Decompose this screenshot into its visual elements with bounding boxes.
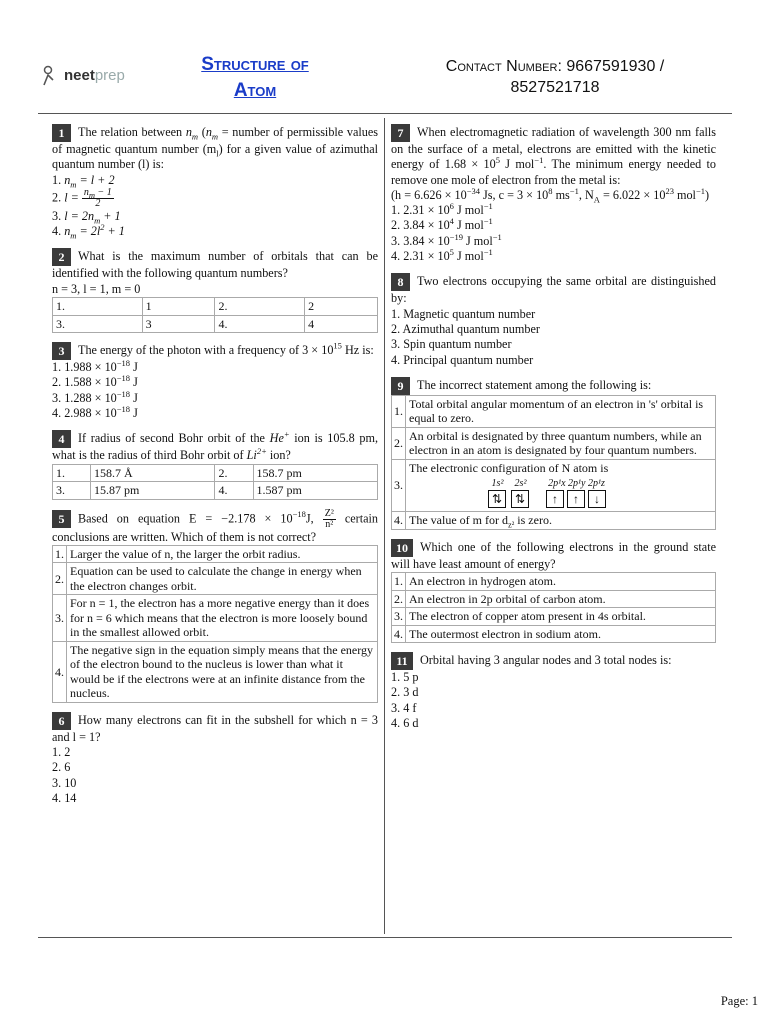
question-5: 5 Based on equation $E = -2.178 \times 10^{-18}J$, $\frac{\text{Z²}}{\text{n²}}$ certain conclusions are written. Which of them is not correct? 1. Larger the value of n, the larger the orbit radius. 2. Equation can be used to calculate the change in energy when the electron changes orbit. 3. For n = 1, the electron has a more negative energy than it does for n = 6 which means that the electron is more loosely bound in the smallest allowed orbit. 4. The negative sign in the equation simply means that the energy of the electron bound to the nucleus is lower than what it would be if the electrons were at an infinite distance from the nucleus. — [52, 509, 378, 703]
contact-number: Contact Number: 9667591930 / 8527521718 — [445, 58, 665, 96]
logo-figure-icon — [40, 64, 62, 86]
orbital-box: ↑ — [567, 490, 585, 508]
q10-options-table: 1. An electron in hydrogen atom. 2. An electron in 2p orbital of carbon atom. 3. The electron of copper atom present in 4s orbital. 4. The outermost electron in sodium atom. — [391, 572, 716, 643]
question-8: 8 Two electrons occupying the same orbital are distinguished by: 1. Magnetic quantum number 2. Azimuthal quantum number 3. Spin quantum number 4. Principal quantum number — [391, 274, 716, 367]
header-divider — [38, 113, 732, 114]
question-11: 11 Orbital having 3 angular nodes and 3 total nodes is: 1. 5 p 2. 3 d 3. 4 f 4. 6 d — [391, 652, 672, 731]
question-7: 7 When electromagnetic radiation of wavelength 300 nm falls on the surface of a metal, electrons are emitted with the kinetic energy of $1.68 \times 10^5$ J mol$^{-1}$. The minimum energy needed to remove one mole of electron from the metal is: ($h = 6.626 \times 10^{-34}$ Js, $c = 3 \times 10^8$ $ms^{-1}$, $N_A = 6.022 \times 10^{23}$ mol$^{-1}$) 1. $2.31 \times 10^6$ J mol$^{-1}$ 2. $3.84 \times 10^4$ J mol$^{-1}$ 3. $3.84 \times 10^{-19}$ J mol$^{-1}$ 4. $2.31 \times 10^5$ J mol$^{-1}$ — [391, 124, 716, 264]
neetprep-logo — [40, 64, 125, 86]
question-9: 9 The incorrect statement among the following is: 1. Total orbital angular momentum of an electron in 's' orbital is equal to zero. 2. An orbital is designated by three quantum numbers, while an electron in an atom is designated by four quantum numbers. 3. The electronic configuration of N atom is 1s² ⇅ 2s² ⇅ 2p¹x 2p¹y 2p¹z ↑ ↑ ↓ 4. The value of m for $d_{z^2}$ is zero. — [391, 377, 716, 530]
orbital-diagram: 1s² ⇅ 2s² ⇅ 2p¹x 2p¹y 2p¹z ↑ ↑ ↓ — [489, 478, 712, 508]
orbital-box: ⇅ — [488, 490, 506, 508]
q4-options-table: 1. 158.7 Å 2. 158.7 pm 3. 15.87 pm 4. 1.587 pm — [52, 464, 378, 500]
column-divider — [384, 118, 385, 934]
question-1: 1 The relation between $n_m$ ($n_m$ = number of permissible values of magnetic quantum number $(m_l)$ for a given value of azimuthal quantum number (l) is: 1. $n_m = l + 2$ 2. l = $\frac{n_m - 1}{2}$ 3. $l = 2n_m + 1$ 4. $n_m = 2l^2 + 1$ — [52, 124, 379, 241]
logo-sub-text: prep — [94, 66, 125, 84]
right-column — [391, 124, 716, 740]
page-header — [0, 0, 768, 114]
question-4: 4 If radius of second Bohr orbit of the He+ ion is 105.8 pm, what is the radius of third Bohr orbit of $Li^{2+}$ ion? 1. 158.7 Å 2. 158.7 pm 3. 15.87 pm 4. 1.587 pm — [52, 430, 378, 499]
q5-options-table: 1. Larger the value of n, the larger the orbit radius. 2. Equation can be used to calculate the change in energy when the electron changes orbit. 3. For n = 1, the electron has a more negative energy than it does for n = 6 which means that the electron is more loosely bound in the smallest allowed orbit. 4. The negative sign in the equation simply means that the energy of the electron bound to the nucleus is lower than what it would be if the electrons were at an infinite distance from the nucleus. — [52, 545, 378, 703]
orbital-box: ↑ — [546, 490, 564, 508]
footer-divider — [38, 937, 732, 938]
question-10: 10 Which one of the following electrons in the ground state will have least amount of energy? 1. An electron in hydrogen atom. 2. An electron in 2p orbital of carbon atom. 3. The electron of copper atom present in 4s orbital. 4. The outermost electron in sodium atom. — [391, 539, 716, 643]
page-title: Structure of Atom — [201, 54, 309, 101]
question-3: 3 The energy of the photon with a frequency of $3 \times 10^{15}$ Hz is: 1. $1.988 \times 10^{-18}$ J 2. $1.588 \times 10^{-18}$ J 3. $1.288 \times 10^{-18}$ J 4. $2.988 \times 10^{-18}$ J — [52, 340, 374, 420]
q9-options-table: 1. Total orbital angular momentum of an electron in 's' orbital is equal to zero. 2. An orbital is designated by three quantum numbers, while an electron in an atom is designated by four quantum numbers. 3. The electronic configuration of N atom is 1s² ⇅ 2s² ⇅ 2p¹x 2p¹y 2p¹z ↑ ↑ ↓ 4. The value of m for $d_{z^2}$ is zero. — [391, 395, 716, 530]
question-2: 2 What is the maximum number of orbitals that can be identified with the following quantum numbers? n = 3, l = 1, m = 0 1. 1 2. 2 3. 3 4. 4 — [52, 248, 378, 333]
q2-options-table: 1. 1 2. 2 3. 3 4. 4 — [52, 297, 378, 333]
left-column — [52, 124, 378, 815]
orbital-box: ↓ — [588, 490, 606, 508]
question-6: 6 How many electrons can fit in the subshell for which n = 3 and l = 1? 1. 2 2. 6 3. 10 4. 14 — [52, 712, 378, 806]
logo-main-text: neet — [64, 66, 95, 84]
page-number: Page: 1 — [720, 994, 758, 1008]
orbital-box: ⇅ — [511, 490, 529, 508]
